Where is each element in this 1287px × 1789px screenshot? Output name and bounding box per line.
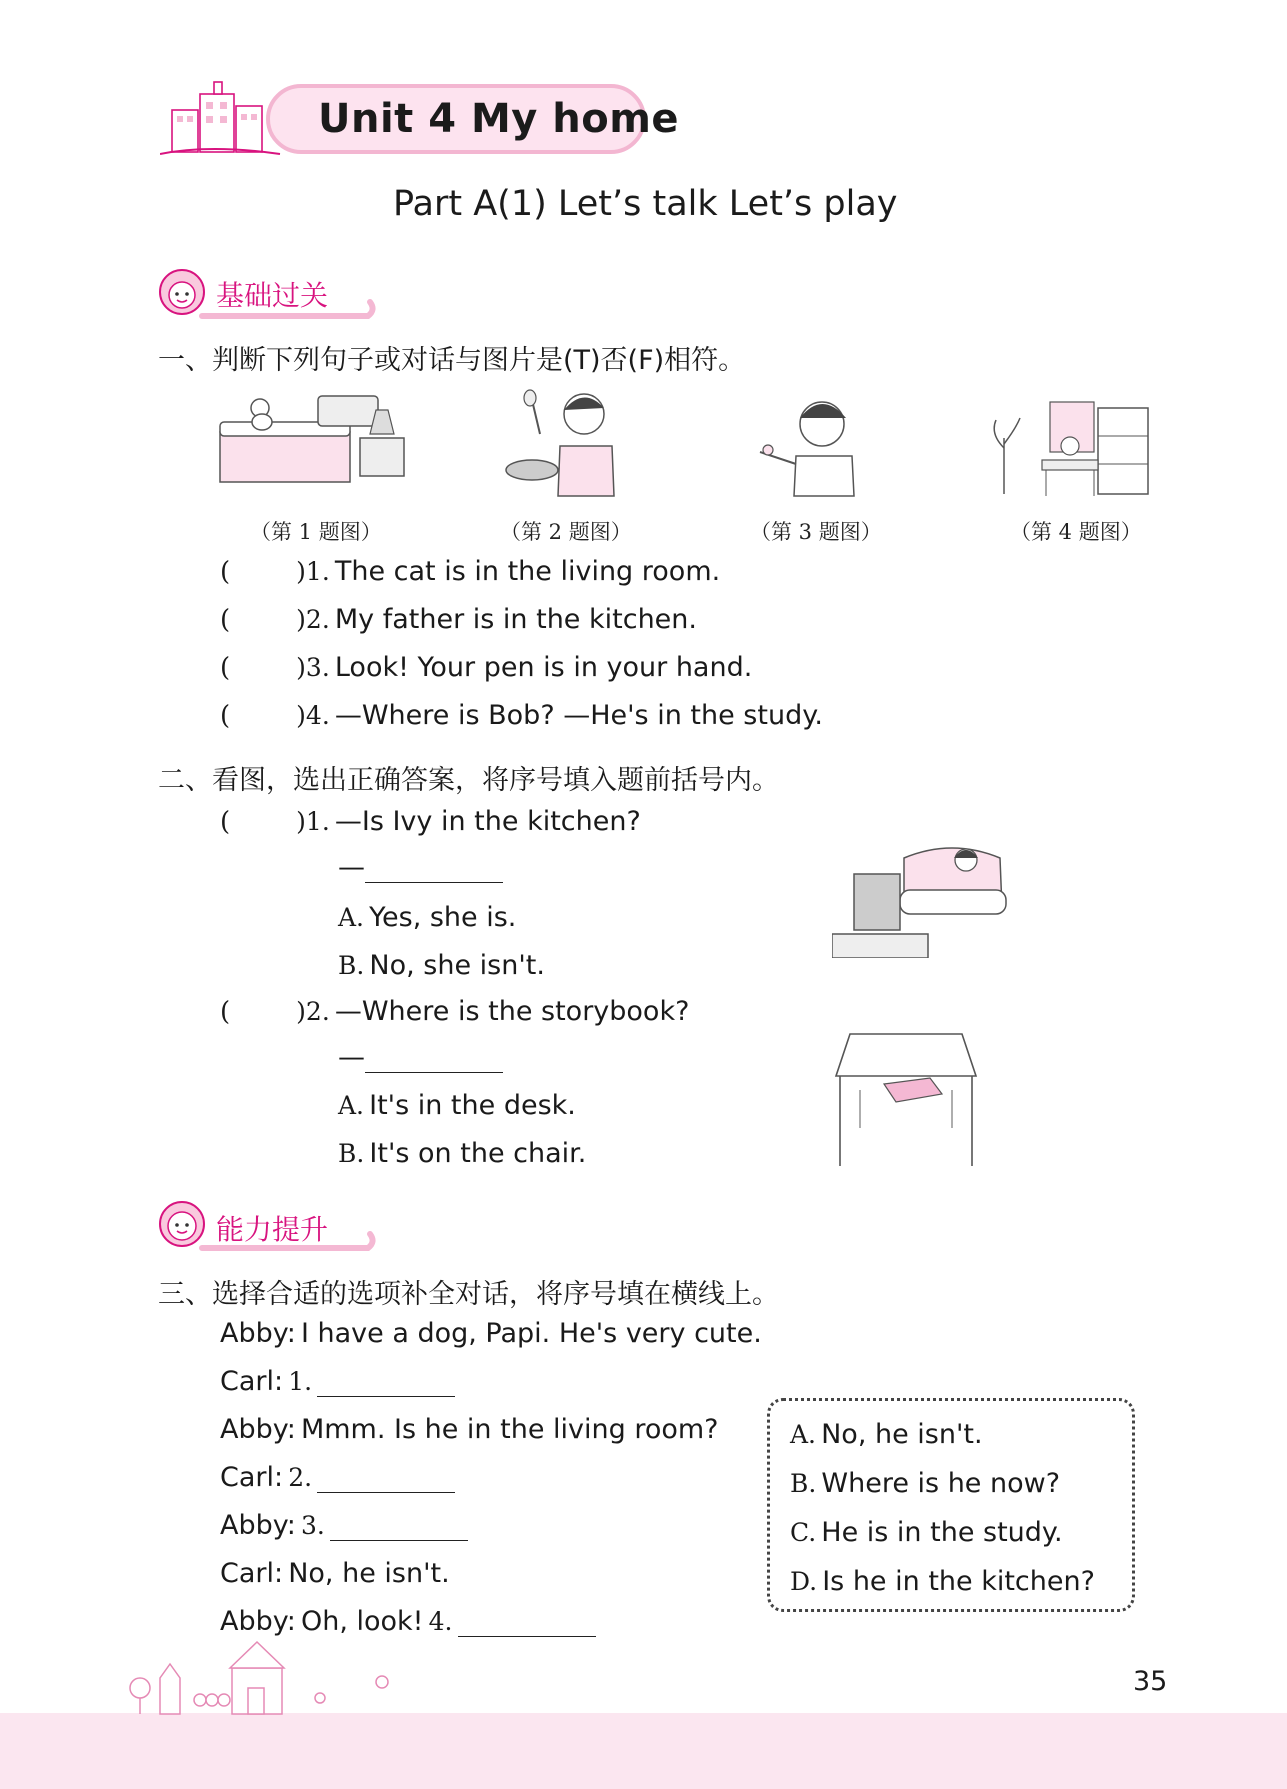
part-title: Part A(1) Let’s talk Let’s play: [393, 184, 898, 224]
list-item: ( )1. The cat is in the living room.: [220, 556, 721, 587]
dialog-line: Abby: 3.: [220, 1510, 468, 1541]
sofa-tv-picture: [832, 838, 1008, 958]
picture-caption: （第 1 题图）: [250, 520, 382, 544]
bed-cat-picture: [218, 390, 408, 490]
q1-items: [220, 556, 1020, 756]
answer-paren[interactable]: (: [220, 701, 231, 731]
answer-paren[interactable]: (: [220, 653, 231, 683]
answer-paren[interactable]: (: [220, 557, 231, 587]
answer-paren[interactable]: (: [220, 997, 231, 1027]
answer-blank[interactable]: [365, 858, 503, 883]
option-box: [767, 1398, 1135, 1612]
answer-blank[interactable]: [458, 1612, 596, 1637]
dialog-line: Abby: Mmm. Is he in the living room?: [220, 1414, 719, 1445]
answer-blank[interactable]: [365, 1048, 503, 1073]
footer-town-icon: [120, 1628, 400, 1718]
section-badge-advanced: [158, 1200, 378, 1252]
picture-caption: （第 4 题图）: [1010, 520, 1142, 544]
option-item: B. Where is he now?: [790, 1468, 1061, 1499]
dialog-line: Carl: No, he isn't.: [220, 1558, 450, 1589]
answer-blank[interactable]: [330, 1516, 468, 1541]
q2-item-2: ( )2. —Where is the storybook? — A. It's in the desk. B. It's on the chair.: [220, 996, 690, 1169]
page-number: 35: [1133, 1666, 1168, 1697]
list-item: ( )4. —Where is Bob? —He's in the study.: [220, 700, 823, 731]
list-item: ( )2. My father is in the kitchen.: [220, 604, 697, 635]
q3-instruction: 三、选择合适的选项补全对话，将序号填在横线上。: [158, 1279, 779, 1310]
footer-band: [0, 1713, 1287, 1789]
q2-instruction: 二、看图，选出正确答案，将序号填入题前括号内。: [158, 765, 779, 796]
list-item: ( )3. Look! Your pen is in your hand.: [220, 652, 753, 683]
dialog-line: Abby: Oh, look! 4.: [220, 1606, 596, 1637]
q1-instruction: 一、判断下列句子或对话与图片是(T)否(F)相符。: [158, 345, 746, 376]
dialog-line: Carl: 2.: [220, 1462, 455, 1493]
option-item: D. Is he in the kitchen?: [790, 1566, 1095, 1597]
option-item: C. He is in the study.: [790, 1517, 1063, 1548]
picture-caption: （第 2 题图）: [500, 520, 632, 544]
section-badge-basic: [158, 268, 378, 320]
answer-blank[interactable]: [317, 1372, 455, 1397]
section-label-basic: 基础过关: [216, 279, 329, 312]
dialog-line: Abby: I have a dog, Papi. He's very cute.: [220, 1318, 762, 1349]
q2-item-1: ( )1. —Is Ivy in the kitchen? — A. Yes, she is. B. No, she isn't.: [220, 806, 641, 981]
dialog-line: Carl: 1.: [220, 1366, 455, 1397]
unit-title: Unit 4 My home: [318, 96, 680, 142]
section-label-advanced: 能力提升: [216, 1213, 329, 1246]
dialog: [220, 1318, 760, 1658]
answer-blank[interactable]: [317, 1468, 455, 1493]
boy-pen-picture: [756, 392, 866, 498]
option-item: A. No, he isn't.: [790, 1419, 983, 1450]
cooking-man-picture: [502, 386, 622, 498]
picture-caption: （第 3 题图）: [750, 520, 882, 544]
answer-paren[interactable]: (: [220, 605, 231, 635]
study-room-picture: [990, 398, 1152, 498]
answer-paren[interactable]: (: [220, 807, 231, 837]
table-book-picture: [834, 1030, 978, 1168]
